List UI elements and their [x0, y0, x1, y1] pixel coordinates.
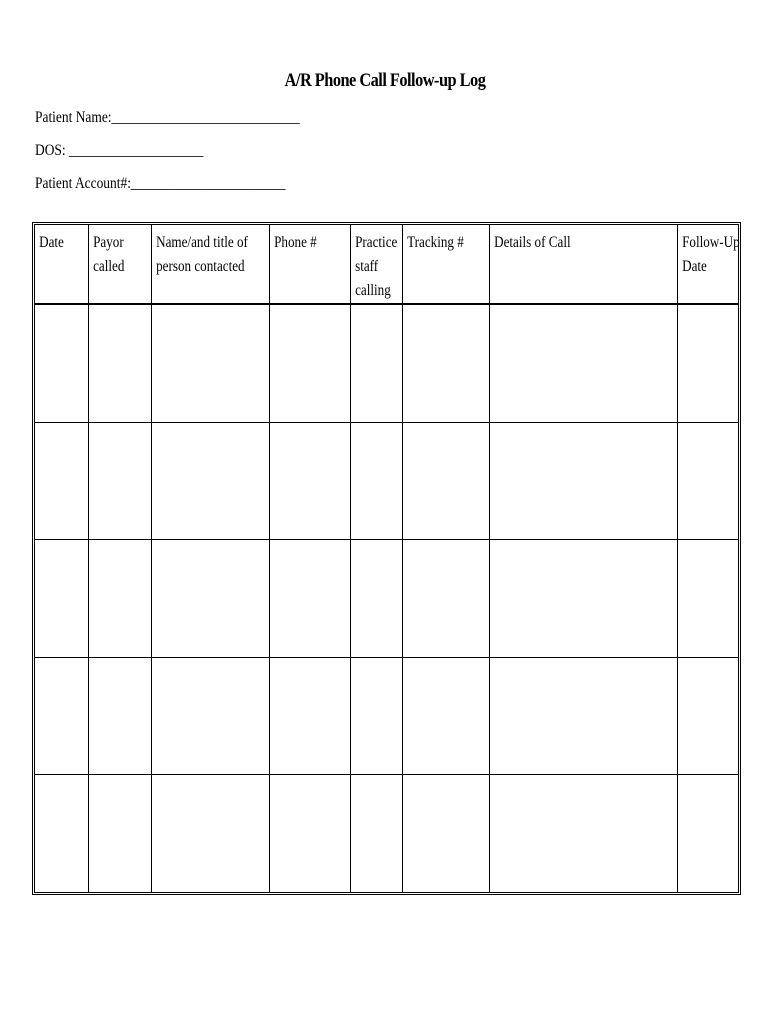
table-cell[interactable]	[270, 775, 351, 892]
page-title: A/R Phone Call Follow-up Log	[284, 70, 486, 91]
table-row	[35, 775, 738, 892]
header-phone: Phone #	[270, 225, 351, 305]
patient-name-line: ____________________________	[111, 109, 300, 126]
dos-label: DOS:	[35, 142, 66, 159]
table-header-row	[35, 225, 738, 305]
dos-field[interactable]	[35, 142, 203, 160]
table-cell[interactable]	[152, 423, 270, 541]
table-cell[interactable]	[270, 540, 351, 658]
table-cell[interactable]	[490, 305, 678, 423]
table-row	[35, 658, 738, 776]
patient-name-field[interactable]	[35, 109, 300, 127]
header-person-contacted: Name/and title of person contacted	[152, 225, 270, 305]
table-cell[interactable]	[490, 423, 678, 541]
table-cell[interactable]	[152, 775, 270, 892]
table-cell[interactable]	[89, 423, 152, 541]
table-cell[interactable]	[270, 423, 351, 541]
table-cell[interactable]	[152, 658, 270, 776]
table-cell[interactable]	[270, 305, 351, 423]
header-date: Date	[35, 225, 89, 305]
call-log-table	[32, 222, 741, 895]
header-follow-up-date: Follow-Up Date	[678, 225, 738, 305]
table-cell[interactable]	[35, 775, 89, 892]
patient-account-line: _______________________	[130, 175, 286, 192]
header-payor-called: Payor called	[89, 225, 152, 305]
table-cell[interactable]	[678, 658, 738, 776]
table-cell[interactable]	[403, 423, 490, 541]
table-cell[interactable]	[89, 540, 152, 658]
table-cell[interactable]	[678, 305, 738, 423]
table-cell[interactable]	[678, 423, 738, 541]
table-cell[interactable]	[89, 305, 152, 423]
header-practice-staff: Practice staff calling	[351, 225, 403, 305]
dos-line: ____________________	[65, 142, 204, 159]
header-details: Details of Call	[490, 225, 678, 305]
table-cell[interactable]	[351, 423, 403, 541]
table-cell[interactable]	[678, 775, 738, 892]
table-cell[interactable]	[35, 658, 89, 776]
table-cell[interactable]	[351, 658, 403, 776]
table-cell[interactable]	[351, 540, 403, 658]
patient-account-label: Patient Account#:	[35, 175, 131, 192]
table-cell[interactable]	[403, 540, 490, 658]
table-cell[interactable]	[35, 423, 89, 541]
table-cell[interactable]	[403, 775, 490, 892]
table-cell[interactable]	[35, 540, 89, 658]
table-cell[interactable]	[490, 775, 678, 892]
table-row	[35, 540, 738, 658]
table-row	[35, 423, 738, 541]
table-cell[interactable]	[35, 305, 89, 423]
table-cell[interactable]	[403, 305, 490, 423]
header-tracking: Tracking #	[403, 225, 490, 305]
table-cell[interactable]	[490, 658, 678, 776]
table-cell[interactable]	[89, 775, 152, 892]
table-cell[interactable]	[152, 540, 270, 658]
table-cell[interactable]	[351, 775, 403, 892]
patient-account-field[interactable]	[35, 175, 285, 193]
table-cell[interactable]	[678, 540, 738, 658]
table-cell[interactable]	[89, 658, 152, 776]
table-cell[interactable]	[152, 305, 270, 423]
table-cell[interactable]	[490, 540, 678, 658]
table-row	[35, 305, 738, 423]
table-cell[interactable]	[270, 658, 351, 776]
table-cell[interactable]	[403, 658, 490, 776]
table-cell[interactable]	[351, 305, 403, 423]
patient-name-label: Patient Name:	[35, 109, 112, 126]
